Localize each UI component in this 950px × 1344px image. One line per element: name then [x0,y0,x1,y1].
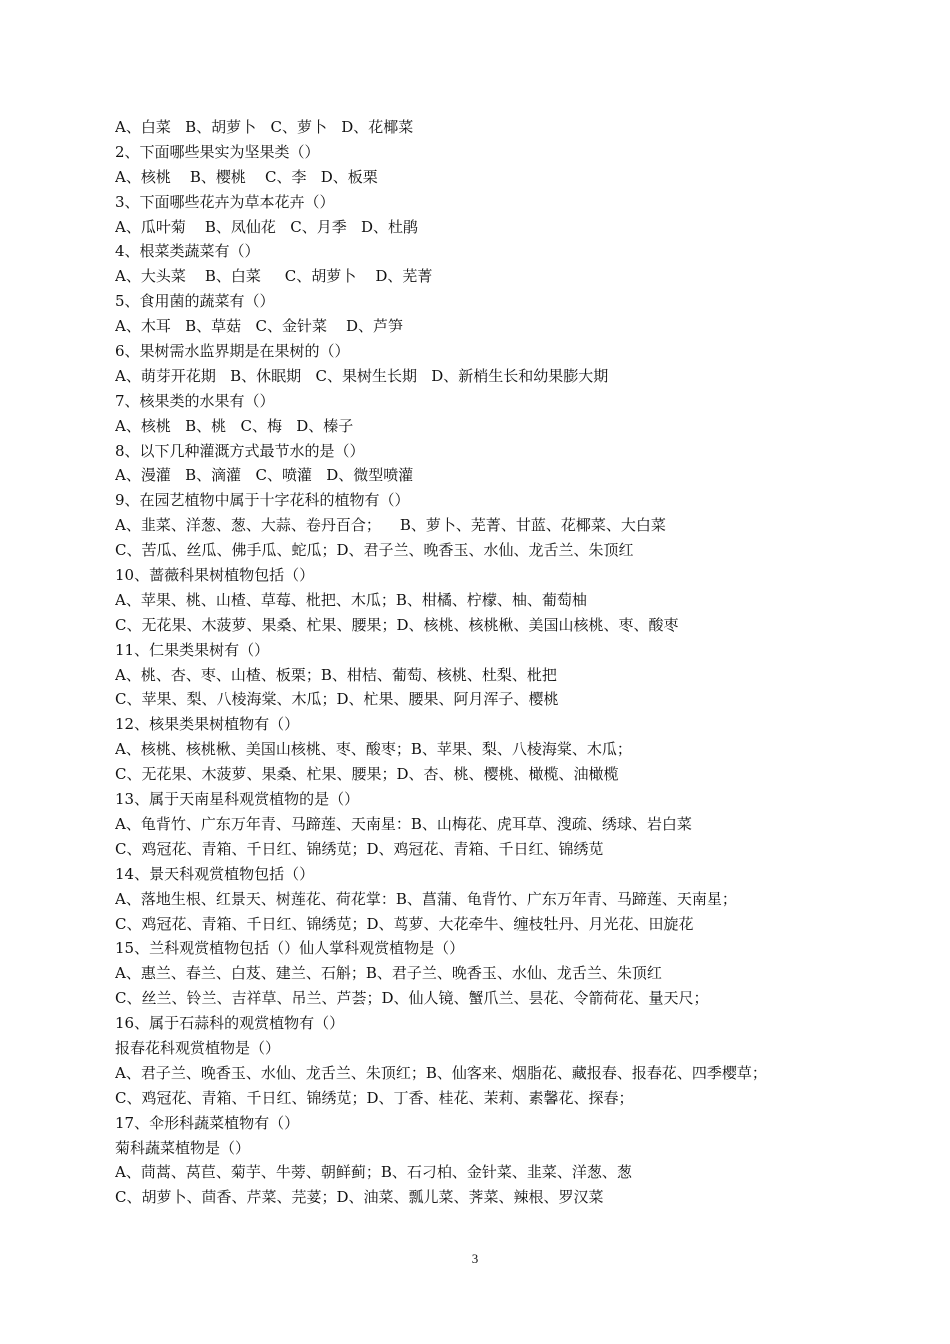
question-line: 报春花科观赏植物是（） [115,1038,281,1057]
text-line: C、无花果、木菠萝、果桑、杧果、腰果；D、核桃、核桃楸、美国山核桃、枣、酸枣 [115,615,679,634]
question-line: 15、兰科观赏植物包括（）仙人掌科观赏植物是（） [115,939,465,958]
question-line: 8、以下几种灌溉方式最节水的是（） [115,441,365,460]
question-line: 14、景天科观赏植物包括（） [115,864,315,883]
text-line: A、木耳 B、草菇 C、金针菜 D、芦笋 [115,317,404,336]
text-line: A、桃、杏、枣、山楂、板栗；B、柑桔、葡萄、核桃、杜梨、枇把 [115,665,557,684]
text-line: A、大头菜 B、白菜 C、胡萝卜 D、芜菁 [115,267,433,286]
text-line: A、萌芽开花期 B、休眠期 C、果树生长期 D、新梢生长和幼果膨大期 [115,366,609,385]
text-line: A、苹果、桃、山楂、草莓、枇把、木瓜；B、柑橘、柠檬、柚、葡萄柚 [115,590,587,609]
question-line: 12、核果类果树植物有（） [115,715,300,734]
text-line: A、茼蒿、莴苣、菊芋、牛蒡、朝鲜蓟；B、石刁柏、金针菜、韭菜、洋葱、葱 [115,1163,632,1182]
document-body [115,115,845,1210]
text-line: C、鸡冠花、青箱、千日红、锦绣苋；D、鸡冠花、青箱、千日红、锦绣苋 [115,839,604,858]
question-line: 16、属于石蒜科的观赏植物有（） [115,1014,345,1033]
question-line: 2、下面哪些果实为坚果类（） [115,142,320,161]
text-line: C、丝兰、铃兰、吉祥草、吊兰、芦荟；D、仙人镜、蟹爪兰、昙花、令箭荷花、量天尺； [115,989,709,1008]
text-line: A、龟背竹、广东万年青、马蹄莲、天南星：B、山梅花、虎耳草、溲疏、绣球、岩白菜 [115,814,692,833]
question-line: 9、在园艺植物中属于十字花科的植物有（） [115,491,410,510]
question-line: 7、核果类的水果有（） [115,391,275,410]
text-line: C、苹果、梨、八棱海棠、木瓜；D、杧果、腰果、阿月浑子、樱桃 [115,690,559,709]
question-line: 11、仁果类果树有（） [115,640,270,659]
text-line: A、核桃 B、樱桃 C、李 D、板栗 [115,167,378,186]
text-line: A、君子兰、晚香玉、水仙、龙舌兰、朱顶红；B、仙客来、烟脂花、藏报春、报春花、四季樱草； [115,1063,767,1082]
question-line: 3、下面哪些花卉为草本花卉（） [115,192,335,211]
question-line: 13、属于天南星科观赏植物的是（） [115,790,360,809]
question-line: 5、食用菌的蔬菜有（） [115,292,275,311]
text-line: A、瓜叶菊 B、凤仙花 C、月季 D、杜鹃 [115,217,419,236]
text-line: A、白菜 B、胡萝卜 C、萝卜 D、花椰菜 [115,118,414,136]
question-line: 菊科蔬菜植物是（） [115,1138,251,1157]
question-line: 17、伞形科蔬菜植物有（） [115,1113,300,1132]
text-line: A、落地生根、红景天、树莲花、荷花掌：B、菖蒲、龟背竹、广东万年青、马蹄莲、天南星； [115,889,737,908]
question-line: 10、蔷薇科果树植物包括（） [115,566,315,585]
text-line: C、鸡冠花、青箱、千日红、锦绣苋；D、茑萝、大花牵牛、缠枝牡丹、月光花、田旋花 [115,914,694,933]
text-line: A、惠兰、春兰、白芨、建兰、石斛；B、君子兰、晚香玉、水仙、龙舌兰、朱顶红 [115,964,662,983]
text-line: C、鸡冠花、青箱、千日红、锦绣苋；D、丁香、桂花、茉莉、素馨花、探春； [115,1088,634,1107]
text-line: A、漫灌 B、滴灌 C、喷灌 D、微型喷灌 [115,466,414,485]
text-line: C、苦瓜、丝瓜、佛手瓜、蛇瓜；D、君子兰、晚香玉、水仙、龙舌兰、朱顶红 [115,541,634,560]
text-line: A、核桃 B、桃 C、梅 D、榛子 [115,416,354,435]
question-line: 6、果树需水监界期是在果树的（） [115,342,350,361]
text-line: A、核桃、核桃楸、美国山核桃、枣、酸枣；B、苹果、梨、八棱海棠、木瓜； [115,740,632,759]
question-line: 4、根菜类蔬菜有（） [115,242,260,261]
text-line: C、无花果、木菠萝、果桑、杧果、腰果；D、杏、桃、樱桃、橄榄、油橄榄 [115,765,619,784]
page-number: 3 [471,1251,479,1266]
text-line: A、韭菜、洋葱、葱、大蒜、卷丹百合； B、萝卜、芜菁、甘蓝、花椰菜、大白菜 [115,516,666,535]
text-line: C、胡萝卜、茴香、芹菜、芫荽；D、油菜、瓢儿菜、荠菜、辣根、罗汉菜 [115,1188,604,1207]
